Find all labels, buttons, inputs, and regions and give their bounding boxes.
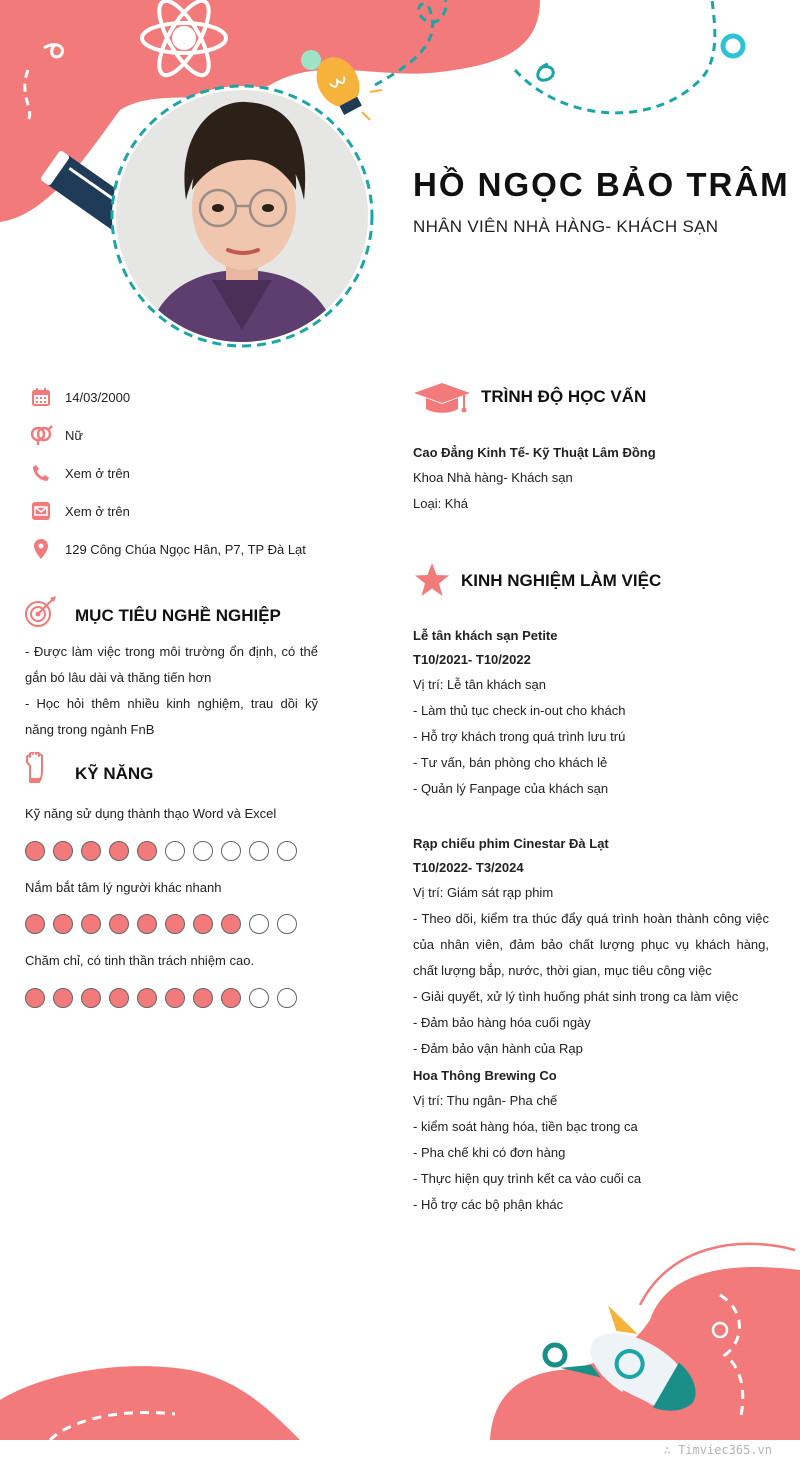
job-task: - Đảm bảo vận hành của Rạp [413, 1041, 583, 1056]
job-position: Vị trí: Giám sát rạp phim [413, 885, 554, 900]
rating-dot-empty [277, 914, 297, 934]
rating-dot-empty [277, 841, 297, 861]
objective-text [25, 639, 318, 743]
contact-value: Xem ở trên [65, 503, 130, 519]
rating-dot-filled [221, 914, 241, 934]
job-task: - Giải quyết, xử lý tình huống phát sinh trong ca làm việc [413, 989, 739, 1004]
rating-dot-filled [81, 841, 101, 861]
skill-rating [25, 988, 297, 1008]
objective-line: - Được làm việc trong môi trường ổn định, có thể gắn bó lâu dài và thăng tiến hơn [25, 644, 318, 685]
contact-value: Xem ở trên [65, 465, 130, 481]
rating-dot-filled [81, 988, 101, 1008]
company-name: Lễ tân khách sạn Petite [413, 628, 558, 643]
job-position: Vị trí: Lễ tân khách sạn [413, 677, 546, 692]
experience-title: KINH NGHIỆM LÀM VIỆC [461, 571, 662, 590]
job-task: - Quản lý Fanpage của khách sạn [413, 781, 609, 796]
grade: Loại: Khá [413, 496, 468, 511]
job-task: - Hỗ trợ các bộ phận khác [413, 1197, 564, 1212]
education-title: TRÌNH ĐỘ HỌC VẤN [481, 387, 647, 406]
job-period: T10/2021- T10/2022 [413, 652, 531, 667]
skill-label: Nắm bắt tâm lý người khác nhanh [25, 880, 222, 895]
job-task: - Làm thủ tục check in-out cho khách [413, 703, 626, 718]
rating-dot-filled [137, 841, 157, 861]
rating-dot-filled [137, 988, 157, 1008]
job-title: NHÂN VIÊN NHÀ HÀNG- KHÁCH SẠN [413, 217, 719, 236]
job-period: T10/2022- T3/2024 [413, 860, 524, 875]
rating-dot-filled [193, 914, 213, 934]
hand-icon [24, 752, 50, 784]
skills-title: KỸ NĂNG [75, 764, 154, 783]
rating-dot-filled [109, 841, 129, 861]
job-task: - Pha chế khi có đơn hàng [413, 1145, 566, 1160]
skill-rating [25, 841, 297, 861]
job-task: - Tư vấn, bán phòng cho khách lẻ [413, 755, 608, 770]
rating-dot-filled [25, 841, 45, 861]
rating-dot-empty [249, 988, 269, 1008]
contact-birthday [28, 384, 130, 410]
skill-label: Kỹ năng sử dụng thành thạo Word và Excel [25, 806, 277, 821]
contact-value: 129 Công Chúa Ngọc Hân, P7, TP Đà Lạt [65, 541, 306, 557]
rating-dot-filled [165, 988, 185, 1008]
footer-decoration [0, 1230, 800, 1442]
contact-gender [28, 422, 83, 448]
rating-dot-filled [137, 914, 157, 934]
candidate-name: HỒ NGỌC BẢO TRÂM [413, 166, 790, 203]
location-pin-icon [28, 536, 54, 562]
star-icon [414, 563, 450, 597]
rating-dot-empty [249, 841, 269, 861]
rating-dot-filled [109, 914, 129, 934]
job-position: Vị trí: Thu ngân- Pha chế [413, 1093, 558, 1108]
email-icon [28, 498, 54, 524]
target-icon [24, 596, 58, 630]
contact-value: 14/03/2000 [65, 389, 131, 405]
company-name: Hoa Thông Brewing Co [413, 1068, 557, 1083]
calendar-icon [28, 384, 54, 410]
rating-dot-empty [165, 841, 185, 861]
job-task: - Thực hiện quy trình kết ca vào cuối ca [413, 1171, 642, 1186]
rating-dot-empty [277, 988, 297, 1008]
job-task: - Hỗ trợ khách trong quá trình lưu trú [413, 729, 626, 744]
phone-icon [28, 460, 54, 486]
rating-dot-filled [53, 841, 73, 861]
school-name: Cao Đẳng Kinh Tế- Kỹ Thuật Lâm Đồng [413, 445, 656, 460]
rating-dot-empty [249, 914, 269, 934]
contact-email [28, 498, 130, 524]
rating-dot-filled [193, 988, 213, 1008]
contact-address [28, 536, 306, 562]
major: Khoa Nhà hàng- Khách sạn [413, 470, 573, 485]
profile-photo [116, 90, 368, 342]
job-entry [413, 1064, 769, 1218]
rating-dot-filled [25, 988, 45, 1008]
rating-dot-filled [53, 988, 73, 1008]
company-name: Rạp chiếu phim Cinestar Đà Lạt [413, 836, 609, 851]
graduation-cap-icon [414, 381, 470, 415]
rating-dot-filled [81, 914, 101, 934]
gender-icon [28, 422, 54, 448]
skill-label: Chăm chỉ, có tinh thần trách nhiệm cao. [25, 953, 255, 968]
contact-value: Nữ [65, 427, 84, 443]
contact-phone [28, 460, 130, 486]
rating-dot-filled [53, 914, 73, 934]
job-task: - kiểm soát hàng hóa, tiền bạc trong ca [413, 1119, 638, 1134]
skill-rating [25, 914, 297, 934]
job-task: - Đảm bảo hàng hóa cuối ngày [413, 1015, 591, 1030]
rating-dot-empty [221, 841, 241, 861]
rating-dot-filled [25, 914, 45, 934]
job-entry [413, 832, 769, 1062]
rating-dot-filled [165, 914, 185, 934]
education-block [413, 441, 769, 517]
rating-dot-empty [193, 841, 213, 861]
rating-dot-filled [221, 988, 241, 1008]
footer-brand: ∴ Timviec365.vn [663, 1443, 772, 1457]
rating-dot-filled [109, 988, 129, 1008]
job-task: - Theo dõi, kiểm tra thúc đẩy quá trình hoàn thành công việc của nhân viên, đảm bảo chất lượng phục vụ khách hàng, chất lượng bắp, nước, thời gian, mục tiêu công việc [413, 911, 769, 978]
objective-title: MỤC TIÊU NGHỀ NGHIỆP [75, 606, 281, 625]
objective-line: - Học hỏi thêm nhiều kinh nghiệm, trau dồi kỹ năng trong ngành FnB [25, 696, 318, 737]
job-entry [413, 624, 769, 802]
